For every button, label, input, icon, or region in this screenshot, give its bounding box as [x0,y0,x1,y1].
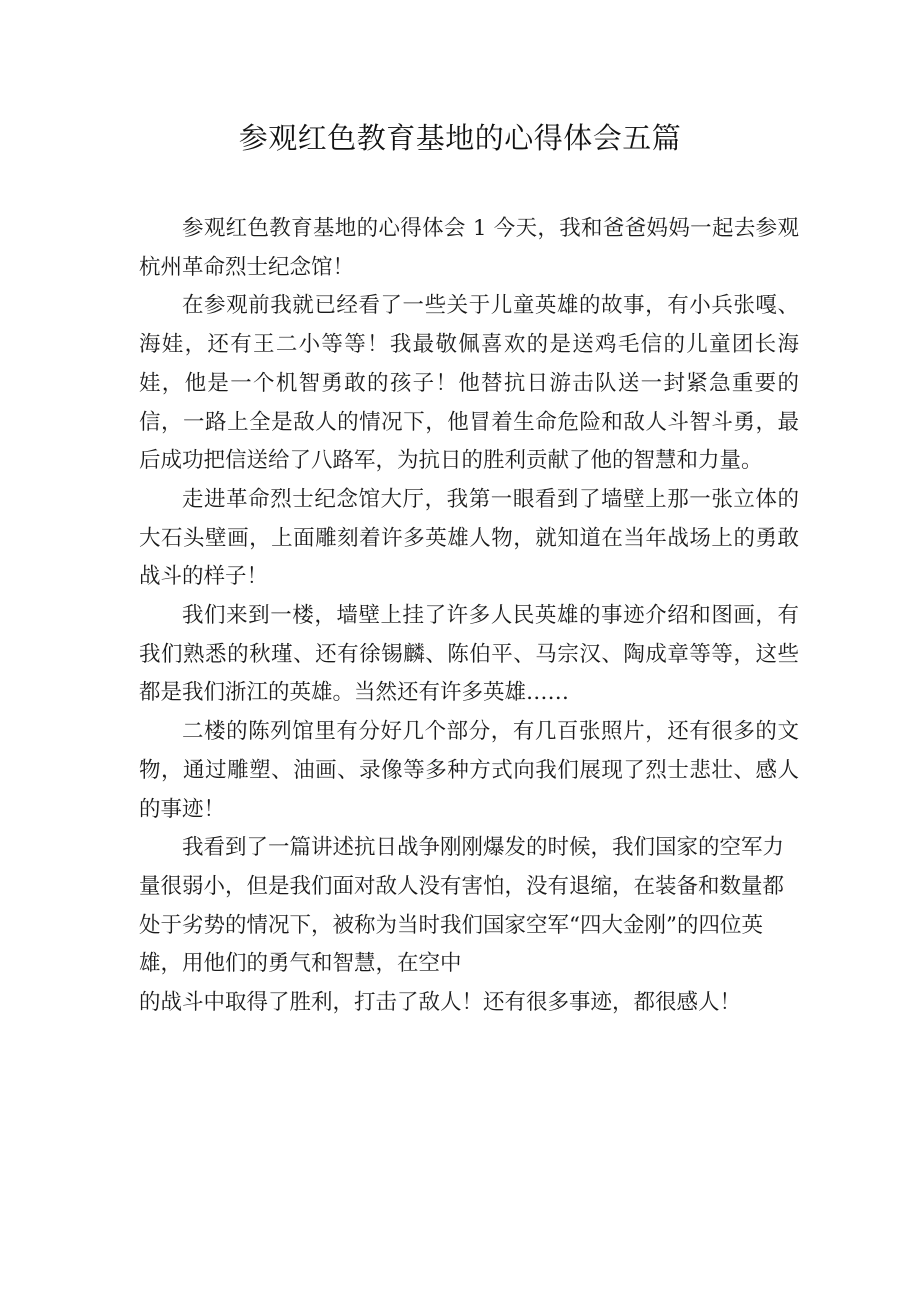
paragraph-6: 我看到了一篇讲述抗日战争刚刚爆发的时候，我们国家的空军力量很弱小，但是我们面对敌人没有害怕，没有退缩，在装备和数量都处于劣势的情况下，被称为当时我们国家空军“四大金刚”的四位英雄，用他们的勇气和智慧，在空中 [139,835,785,977]
paragraph-1: 参观红色教育基地的心得体会 1 今天，我和爸爸妈妈一起去参观杭州革命烈士纪念馆！ [139,216,799,280]
paragraph-5: 二楼的陈列馆里有分好几个部分，有几百张照片，还有很多的文物，通过雕塑、油画、录像等多种方式向我们展现了烈士悲壮、感人的事迹！ [139,719,799,822]
document-body [139,210,799,1023]
paragraph-3: 走进革命烈士纪念馆大厅，我第一眼看到了墙壁上那一张立体的大石头壁画，上面雕刻着许多英雄人物，就知道在当年战场上的勇敢战斗的样子！ [139,486,799,590]
paragraph-2: 在参观前我就已经看了一些关于儿童英雄的故事，有小兵张嘎、海娃，还有王二小等等！我最敬佩喜欢的是送鸡毛信的儿童团长海娃，他是一个机智勇敢的孩子！他替抗日游击队送一封紧急重要的信，一路上全是敌人的情况下，他冒着生命危险和敌人斗智斗勇，最后成功把信送给了八路军，为抗日的胜利贡献了他的智慧和力量。 [139,293,799,474]
document-title: 参观红色教育基地的心得体会五篇 [238,121,682,155]
paragraph-7: 的战斗中取得了胜利，打击了敌人！还有很多事迹，都很感人！ [139,990,742,1016]
paragraph-4: 我们来到一楼，墙壁上挂了许多人民英雄的事迹介绍和图画，有我们熟悉的秋瑾、还有徐锡麟、陈伯平、马宗汉、陶成章等等，这些都是我们浙江的英雄。当然还有许多英雄…… [139,603,799,706]
